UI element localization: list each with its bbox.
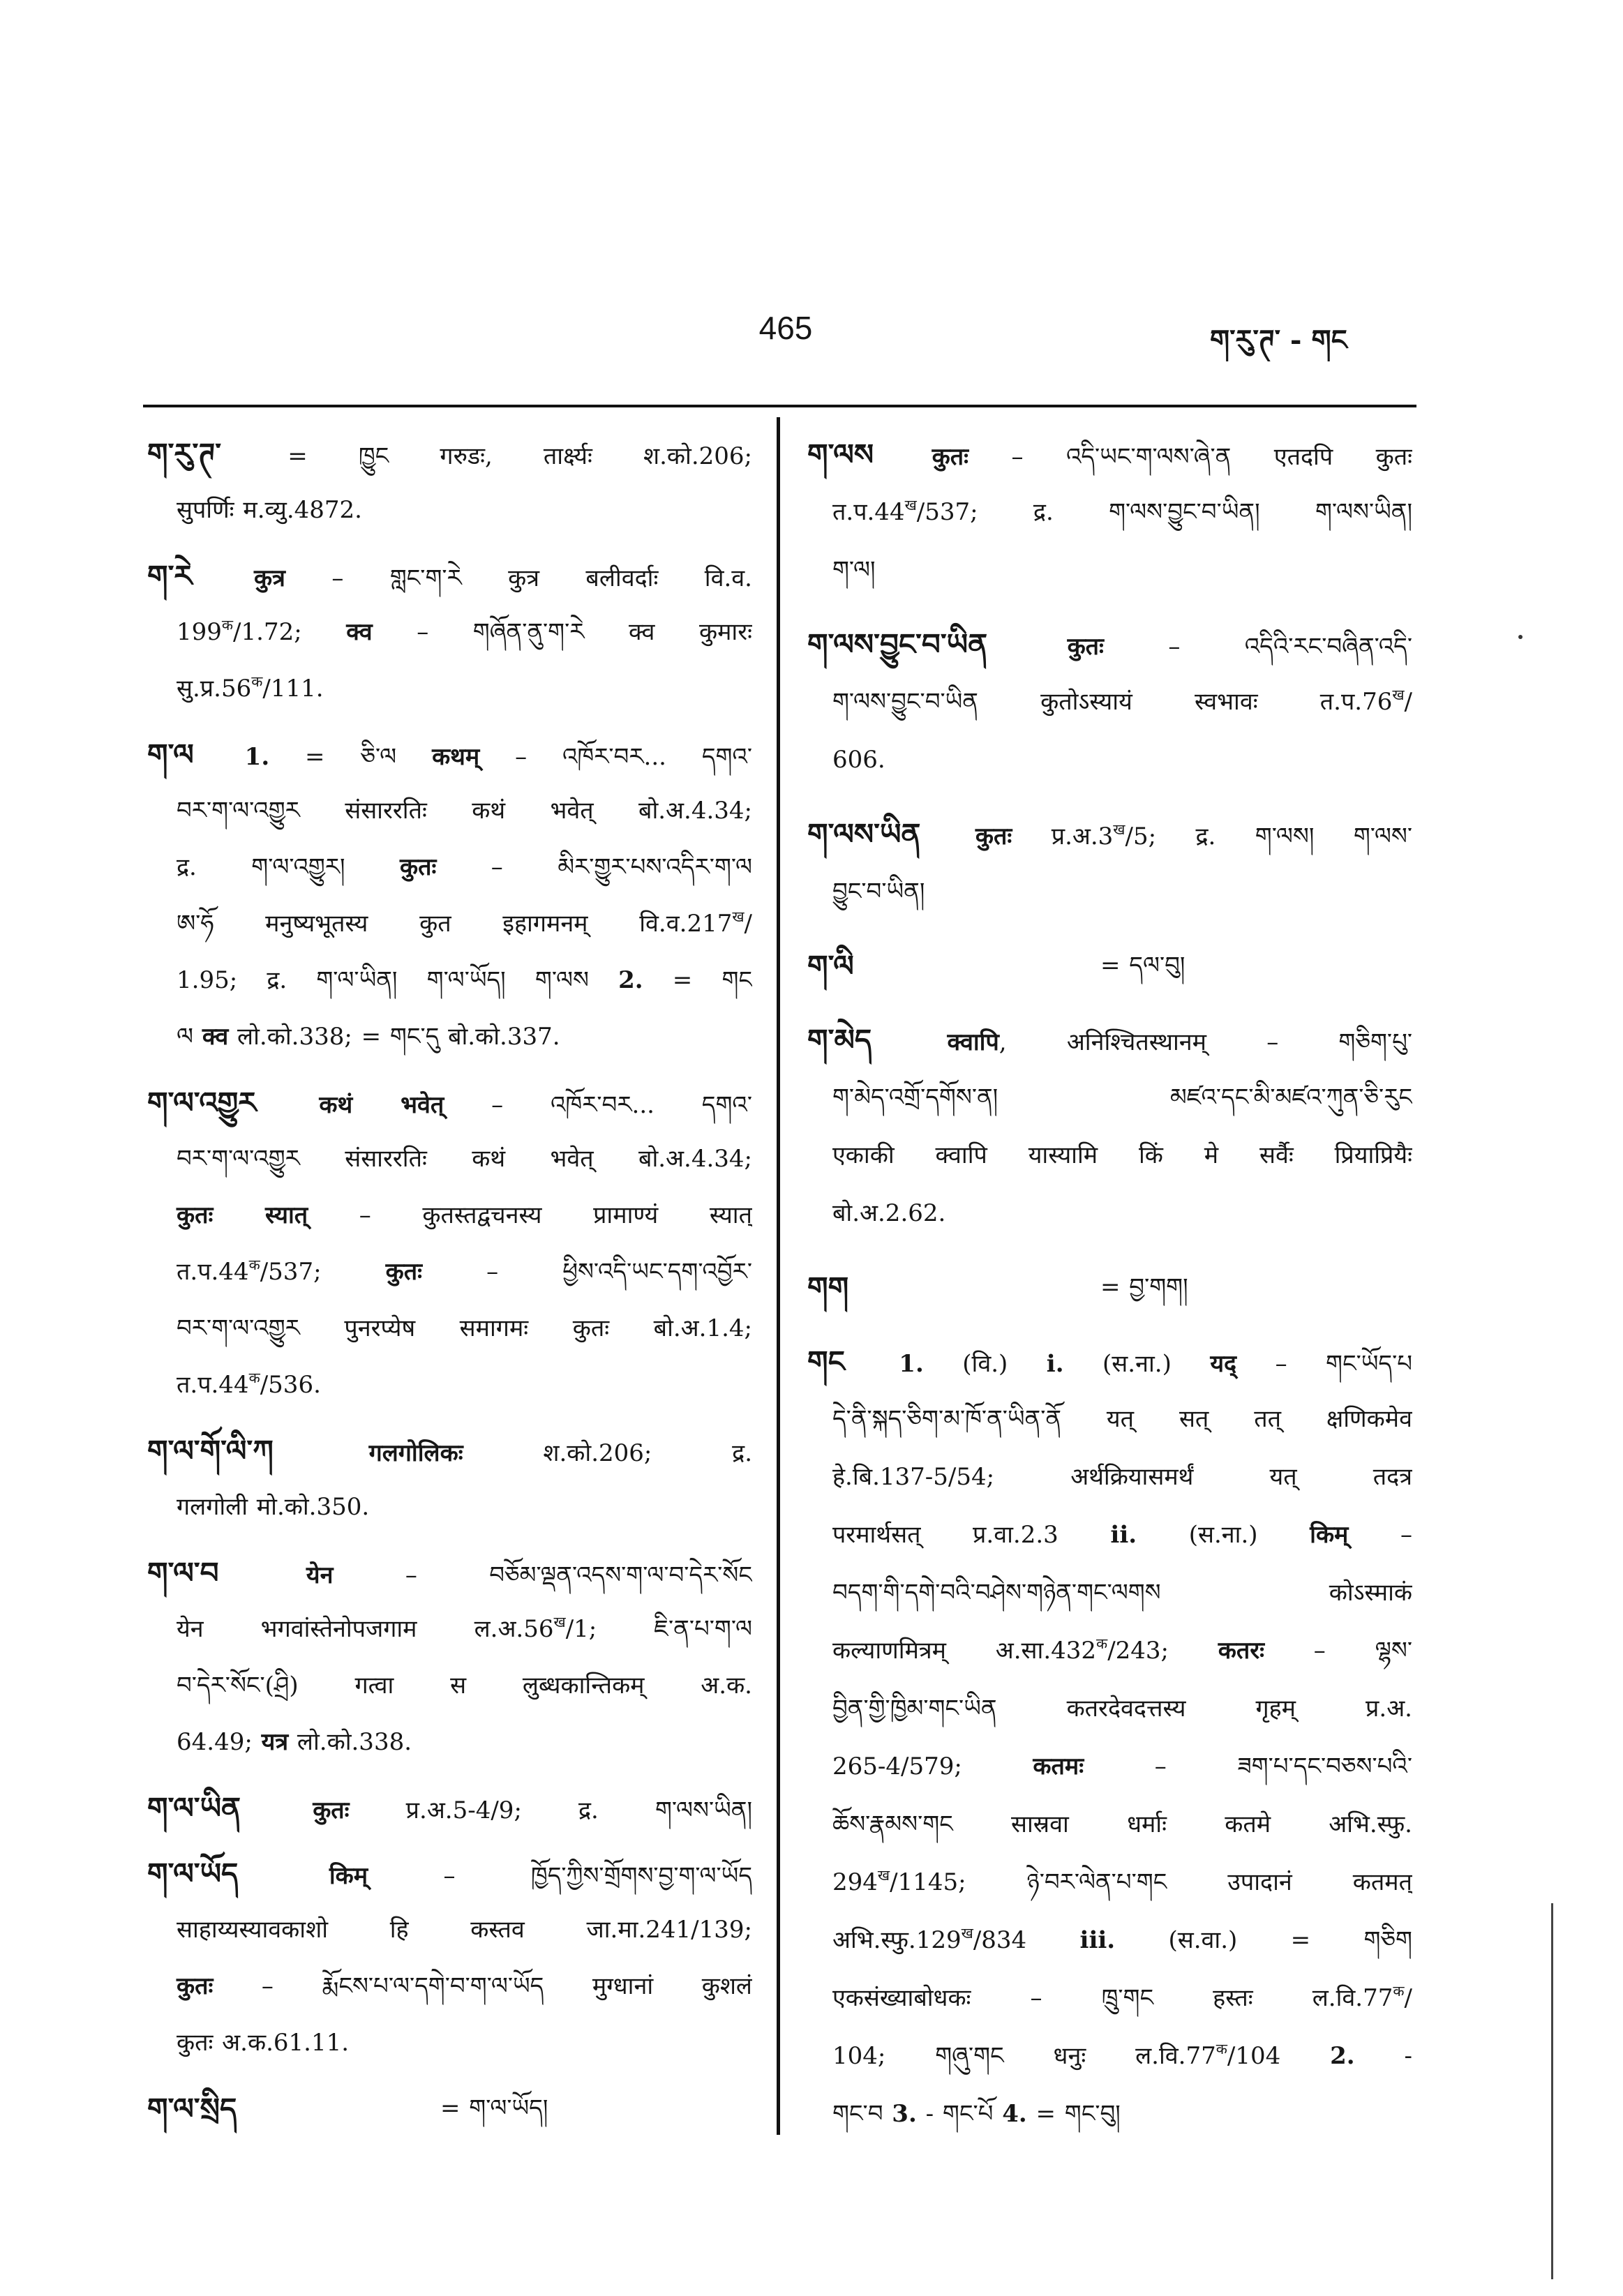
entry-line — [147, 1658, 752, 1714]
entry-line — [807, 1011, 1412, 1069]
text-segment: येन भगवांस्तेनोपजगाम ल.अ.56 — [177, 1615, 554, 1643]
text-segment: – འཁོར་བར... དགའ་ — [479, 743, 752, 771]
text-segment: = ཁྱུང गरुडः, तार्क्ष्यः श.को.206; — [237, 442, 752, 470]
bold-term: कुतः — [177, 1972, 214, 2000]
headword: གག — [807, 1270, 849, 1305]
text-segment — [887, 1028, 947, 1056]
text-segment: त.प.44 — [177, 1371, 249, 1399]
text-segment: त.प.44 — [832, 498, 905, 526]
headword: ག་རེ — [147, 559, 193, 593]
headword: ག་ལ — [147, 737, 194, 772]
text-segment — [1003, 633, 1067, 661]
text-segment — [208, 564, 254, 592]
folio-superscript: क — [1393, 1983, 1405, 1999]
text-segment: 64.49; — [177, 1728, 262, 1756]
entry-line — [807, 937, 1412, 995]
bold-term: 2. — [618, 966, 643, 994]
text-segment: श.को.206; द्र. — [463, 1439, 752, 1467]
text-segment: – འདིའི་རང་བཞིན་འདི་ — [1103, 633, 1412, 661]
page-number: 465 — [758, 310, 813, 346]
headword: ག་ལི — [807, 949, 854, 983]
text-segment: लो.को.338; = གང་དུ बो.को.337. — [228, 1023, 560, 1051]
bold-term: कुतः — [975, 823, 1012, 850]
bold-term: क्वापि — [947, 1028, 999, 1056]
entry-line — [147, 1131, 752, 1187]
text-segment: एकसंख्याबोधकः – ཁྲུ་གང हस्तः ल.वि.77 — [832, 1984, 1393, 2012]
text-segment: = གང་བུ། — [1026, 2100, 1121, 2128]
entry-line — [807, 615, 1412, 673]
text-segment: – ཕྱིས་འདི་ཡང་དག་འབྱོར་ — [422, 1258, 752, 1286]
scan-edge-mark — [1551, 1903, 1553, 2279]
dictionary-entry — [147, 1423, 752, 1536]
bold-term: 1. — [244, 743, 270, 771]
text-segment: – གཞོན་ནུ་ག་རེ क्व कुमारः — [372, 618, 752, 646]
text-segment: – ཁྱོད་ཀྱིས་གྲོགས་བྱ་ག་ལ་ཡོད — [368, 1862, 752, 1890]
dictionary-entry — [147, 1545, 752, 1771]
bold-term: कुतः — [385, 1258, 422, 1286]
bold-term: 2. — [1330, 2042, 1355, 2070]
bold-term: iii. — [1079, 1926, 1116, 1954]
text-segment: (स.वा.) = གཅིག — [1115, 1926, 1412, 1954]
bold-term: कथं भवेत् — [319, 1091, 444, 1119]
entry-line — [147, 548, 752, 604]
cross-reference: = ག་ལ་ཡོད། — [440, 2094, 548, 2122]
entry-line — [147, 482, 752, 539]
entry-line — [807, 1796, 1412, 1854]
entry-line — [147, 1009, 752, 1065]
text-segment: - — [1354, 2042, 1412, 2070]
text-segment: लो.को.338. — [288, 1728, 412, 1756]
bold-term: ii. — [1110, 1521, 1137, 1549]
entry-line — [807, 1912, 1412, 1969]
bold-term: किम् — [1310, 1521, 1349, 1549]
entry-line — [147, 783, 752, 839]
text-segment: – འདི་ཡང་ག་ལས་ཞེ་ན एतदपि कुतः — [968, 443, 1412, 471]
text-segment: 265-4/579; — [832, 1753, 1033, 1780]
entry-line — [147, 1357, 752, 1413]
bold-term: कुतः — [1067, 633, 1104, 661]
folio-superscript: क — [221, 617, 234, 633]
text-segment: / — [744, 910, 752, 938]
cross-reference: = དལ་བུ། — [1100, 952, 1186, 980]
dictionary-entry — [147, 548, 752, 717]
text-segment: བ་དེར་སོང་(ཤྲི) गत्वा स लुब्धकान्तिकम् अ.क. — [177, 1672, 752, 1700]
text-segment: – ཟག་པ་དང་བཅས་པའི་ — [1084, 1753, 1412, 1780]
text-segment: 199 — [177, 618, 222, 646]
text-segment: བར་ག་ལ་འགྱུར पुनरप्येष समागमः कुतः बो.अ.1.4; — [177, 1314, 752, 1342]
text-segment: /111. — [262, 675, 324, 703]
text-segment: बो.अ.2.62. — [832, 1199, 946, 1227]
dictionary-entry — [147, 1074, 752, 1413]
text-segment: བར་ག་ལ་འགྱུར संसाररतिः कथं भवेत् बो.अ.4.34; — [177, 1145, 752, 1173]
text-segment: /104 — [1227, 2042, 1331, 2070]
text-segment: ག་ལ། — [832, 556, 876, 584]
text-segment: / — [1404, 1984, 1412, 2012]
text-segment: (स.ना.) — [1063, 1350, 1211, 1378]
folio-superscript: क — [1096, 1635, 1108, 1652]
text-segment: = ཅི་ལ — [269, 743, 433, 771]
text-segment: (वि.) — [923, 1350, 1047, 1378]
folio-superscript: क — [251, 673, 263, 690]
text-segment: /537; द्र. ག་ལས་བྱུང་བ་ཡིན། ག་ལས་ཡིན། — [916, 498, 1412, 526]
entry-line — [147, 661, 752, 717]
bold-term: i. — [1046, 1350, 1064, 1378]
text-segment: , अनिश्चितस्थानम् – གཅིག་པུ་ — [999, 1028, 1412, 1056]
entry-line — [147, 839, 752, 896]
text-segment: /243; — [1107, 1637, 1218, 1665]
entry-line — [147, 2015, 752, 2071]
entry-line — [807, 483, 1412, 541]
entry-line — [147, 1845, 752, 1902]
dictionary-entry — [807, 1259, 1412, 1316]
folio-superscript: क — [1216, 2041, 1227, 2057]
text-segment: प्र.अ.5-4/9; द्र. ག་ལས་ཡིན། — [349, 1796, 752, 1824]
dictionary-entry — [147, 1780, 752, 1836]
text-segment: གང་བ — [832, 2100, 892, 2128]
text-segment: ག་ལས་བྱུང་བ་ཡིན कुतोऽस्यायं स्वभावः त.प.76 — [832, 688, 1393, 716]
entry-line — [147, 1244, 752, 1300]
text-segment — [889, 443, 932, 471]
headword: ག་ལ་གོ་ལི་ཀ — [147, 1434, 274, 1468]
headword: ག་ལས་བྱུང་བ་ཡིན — [807, 627, 988, 661]
bold-term: कतमः — [1033, 1753, 1084, 1780]
entry-line — [807, 1738, 1412, 1796]
bold-term: कुतः — [399, 853, 437, 881]
entry-line — [147, 1545, 752, 1601]
text-segment: ཆོས་རྣམས་གང सास्रवा धर्माः कतमे अभि.स्फु. — [832, 1810, 1412, 1838]
dictionary-entry — [147, 726, 752, 1065]
entry-line — [807, 426, 1412, 483]
text-segment — [209, 743, 245, 771]
text-segment: /834 — [973, 1926, 1080, 1954]
right-column — [807, 426, 1412, 2143]
text-segment: = གང — [643, 966, 752, 994]
bold-term: गलगोलिकः — [368, 1439, 463, 1467]
dictionary-entry — [807, 1011, 1412, 1243]
text-segment: द्र. ག་ལ་འགྱུར། — [177, 853, 400, 881]
entry-line — [807, 1622, 1412, 1680]
dictionary-entry — [147, 1845, 752, 2071]
text-segment: गलगोली मो.को.350. — [177, 1493, 370, 1521]
text-segment: – འཁོར་བར... དགའ་ — [444, 1091, 752, 1119]
text-segment — [253, 1862, 329, 1890]
text-segment: /1.72; — [233, 618, 347, 646]
text-segment: དེ་ནི་སྐད་ཅིག་མ་ཁོ་ན་ཡིན་ནོ यत् सत् तत् क्षणिकमेव — [832, 1405, 1412, 1433]
entry-line — [807, 805, 1412, 863]
bold-term: 4. — [1002, 2100, 1027, 2128]
bold-term: 1. — [899, 1350, 924, 1378]
entry-line — [807, 1564, 1412, 1622]
bold-term: क्व — [202, 1023, 229, 1051]
entry-line — [807, 731, 1412, 789]
folio-superscript: क — [248, 1256, 260, 1273]
text-segment: /537; — [260, 1258, 386, 1286]
cross-reference: = བྱ་གག། — [1100, 1273, 1188, 1301]
bold-term: येन — [306, 1561, 334, 1589]
headword: ག་ལ་སྲིད — [147, 2092, 237, 2126]
bold-term: कुत्र — [254, 564, 285, 592]
headword: ག་མེད — [807, 1023, 872, 1057]
entry-line — [807, 541, 1412, 599]
entry-line — [807, 1854, 1412, 1912]
text-segment — [234, 1561, 306, 1589]
entry-line — [147, 2080, 752, 2137]
entry-line — [147, 426, 752, 482]
text-segment: परमार्थसत् प्र.वा.2.3 — [832, 1521, 1111, 1549]
folio-superscript: ख — [904, 497, 917, 513]
text-segment: त.प.44 — [177, 1258, 249, 1286]
entry-line — [807, 1069, 1412, 1127]
text-segment: བར་ག་ལ་འགྱུར संसाररतिः कथं भवेत् बो.अ.4.34; — [177, 797, 752, 825]
entry-line — [807, 2027, 1412, 2085]
text-segment: /536. — [260, 1371, 321, 1399]
entry-line — [807, 1448, 1412, 1506]
text-segment: – — [1348, 1521, 1412, 1549]
column-divider — [777, 417, 780, 2135]
text-segment: साहाय्यस्यावकाशो हि कस्तव जा.मा.241/139; — [177, 1916, 752, 1944]
bold-term: 3. — [892, 2100, 917, 2128]
text-segment: – མིར་གྱུར་པས་འདིར་ག་ལ — [436, 853, 752, 881]
dictionary-entry — [807, 426, 1412, 599]
text-segment: – རྨོངས་པ་ལ་དགེ་བ་ག་ལ་ཡོད मुग्धानां कुशलं — [213, 1972, 752, 2000]
text-segment: ལ — [177, 1023, 202, 1051]
text-segment — [936, 823, 975, 850]
bold-term: कथम् — [432, 743, 480, 771]
entry-line — [147, 1780, 752, 1836]
text-segment: /1145; ཉེ་བར་ལེན་པ་གང उपादानं कतमत् — [890, 1868, 1412, 1896]
headword: ག་རུ་ཊ་ — [147, 437, 222, 471]
headword: ག་ལ་ཡོད — [147, 1856, 239, 1891]
entry-line — [807, 1390, 1412, 1448]
text-segment: सु.प्र.56 — [177, 675, 252, 703]
text-segment: सुपर्णिः म.व्यु.4872. — [177, 496, 362, 524]
text-segment: – གང་ཡོད་པ — [1236, 1350, 1412, 1378]
text-segment: 294 — [832, 1868, 878, 1896]
text-segment: – བཅོམ་ལྡན་འདས་ག་ལ་བ་དེར་སོང — [333, 1561, 752, 1589]
dictionary-entry — [807, 615, 1412, 789]
headword: ག་ལ་བ — [147, 1556, 219, 1590]
text-segment: /5; द्र. ག་ལས། ག་ལས་ — [1125, 823, 1412, 850]
entry-line — [147, 952, 752, 1009]
entry-line — [807, 863, 1412, 921]
entry-line — [147, 604, 752, 661]
folio-superscript: ख — [1113, 821, 1125, 838]
text-segment: ཨ་ཧོ मनुष्यभूतस्य कुत इहागमनम् वि.व.217 — [177, 910, 733, 938]
dictionary-entry — [807, 805, 1412, 921]
entry-line — [807, 673, 1412, 731]
text-segment: བྱུང་བ་ཡིན། — [832, 878, 925, 906]
entry-line — [147, 896, 752, 952]
entry-line — [807, 1185, 1412, 1243]
entry-line — [147, 1300, 752, 1357]
text-segment: /1; ཇི་ན་པ་ག་ལ — [565, 1615, 752, 1643]
dictionary-entry — [147, 426, 752, 539]
headword: ག་ལ་ཡིན — [147, 1791, 241, 1825]
headword: ག་ལས — [807, 437, 874, 472]
entry-line — [147, 1958, 752, 2015]
entry-line — [807, 1333, 1412, 1390]
text-segment: - གང་པོ — [916, 2100, 1003, 2128]
bold-term: कतरः — [1218, 1637, 1265, 1665]
text-segment: – कुतस्तद्वचनस्य प्रामाण्यं स्यात् — [308, 1201, 752, 1229]
text-segment: एकाकी क्वापि यास्यामि किं मे सर्वैः प्रियाप्रियैः — [832, 1141, 1412, 1169]
entry-line — [147, 1423, 752, 1479]
headword: གང — [807, 1344, 845, 1379]
text-segment — [860, 1350, 899, 1378]
folio-superscript: क — [248, 1370, 260, 1386]
entry-line — [807, 1127, 1412, 1185]
header-rule — [143, 405, 1416, 407]
text-segment: कुतः अ.क.61.11. — [177, 2029, 350, 2057]
bold-term: क्व — [346, 618, 373, 646]
text-segment: (स.ना.) — [1137, 1521, 1310, 1549]
text-segment: कल्याणमित्रम् अ.सा.432 — [832, 1637, 1097, 1665]
entry-line — [147, 726, 752, 783]
left-column — [147, 426, 752, 2137]
headword: ག་ལས་ཡིན — [807, 817, 921, 851]
folio-superscript: ख — [1392, 686, 1405, 703]
entry-line — [807, 1680, 1412, 1738]
text-segment: – ལྷས་ — [1264, 1637, 1412, 1665]
entry-line — [807, 2085, 1412, 2143]
entry-line — [147, 1601, 752, 1658]
dictionary-entry — [147, 2080, 752, 2137]
entry-line — [807, 1969, 1412, 2027]
folio-superscript: ख — [961, 1925, 973, 1942]
bold-term: यत्र — [261, 1728, 289, 1756]
scan-speck — [1518, 635, 1523, 639]
text-segment: བྱིན་གྱི་ཁྱིམ་གང་ཡིན कतरदेवदत्तस्य गृहम् प्र.अ. — [832, 1695, 1412, 1723]
entry-line — [807, 1506, 1412, 1564]
text-segment: हे.बि.137-5/54; अर्थक्रियासमर्थं यत् तदत्र — [832, 1463, 1412, 1491]
bold-term: कुतः — [932, 443, 968, 471]
text-segment: प्र.अ.3 — [1012, 823, 1114, 850]
bold-term: यद् — [1210, 1350, 1237, 1378]
folio-superscript: ख — [877, 1867, 890, 1884]
dictionary-entry — [807, 1333, 1412, 2143]
text-segment: – གླང་ག་རེ कुत्र बलीवर्दाः वि.व. — [285, 564, 752, 592]
dictionary-entry — [807, 937, 1412, 995]
entry-line — [147, 1479, 752, 1536]
text-segment: བདག་གི་དགེ་བའི་བཤེས་གཉེན་གང་ལགས कोऽस्माकं — [832, 1579, 1412, 1607]
text-segment — [289, 1439, 369, 1467]
running-head: ག་རུ་ཊ་ - གང — [1210, 324, 1347, 357]
folio-superscript: ख — [732, 908, 745, 925]
text-segment: अभि.स्फु.129 — [832, 1926, 962, 1954]
text-segment — [272, 1091, 320, 1119]
text-segment: / — [1404, 688, 1412, 716]
entry-line — [147, 1187, 752, 1244]
text-segment: 104; གཞུ་གང धनुः ल.वि.77 — [832, 2042, 1216, 2070]
entry-line — [807, 1259, 1412, 1316]
bold-term: कुतः स्यात् — [177, 1201, 308, 1229]
entry-line — [147, 1074, 752, 1131]
folio-superscript: ख — [553, 1614, 566, 1630]
text-segment — [256, 1796, 313, 1824]
bold-term: किम् — [329, 1862, 368, 1890]
headword: ག་ལ་འགྱུར — [147, 1086, 257, 1120]
text-segment: ག་མེད་འགྲོ་དགོས་ན། མཛའ་དང་མི་མཛའ་ཀུན་ཅི་རུང — [832, 1083, 1412, 1111]
bold-term: कुतः — [313, 1796, 350, 1824]
entry-line — [147, 1714, 752, 1771]
text-segment: 606. — [832, 746, 885, 774]
text-segment: 1.95; द्र. ག་ལ་ཡིན། ག་ལ་ཡོད། ག་ལས — [177, 966, 619, 994]
entry-line — [147, 1902, 752, 1958]
